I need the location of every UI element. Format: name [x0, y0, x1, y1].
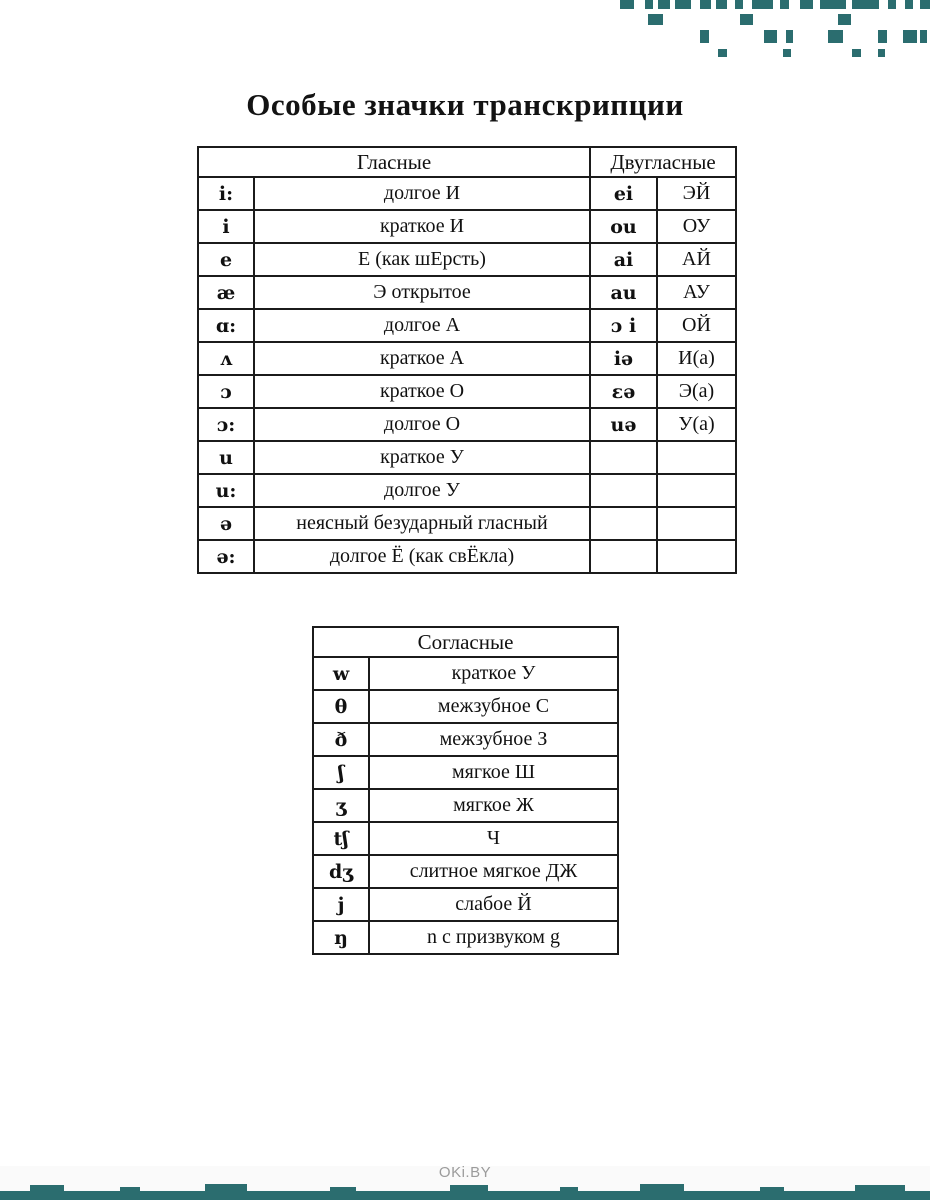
- consonant-description-cell: Ч: [369, 822, 618, 855]
- consonant-symbol-cell: j: [313, 888, 369, 921]
- vowel-table-row: [198, 375, 736, 408]
- vowel-symbol-cell: u:: [198, 474, 254, 507]
- consonant-symbol-cell: tʃ: [313, 822, 369, 855]
- vowel-description-cell: краткое О: [254, 375, 590, 408]
- consonant-table-row: [313, 723, 618, 756]
- vowel-description-cell: долгое И: [254, 177, 590, 210]
- consonant-symbol-cell: ŋ: [313, 921, 369, 954]
- diphthong-translation-cell: [657, 441, 736, 474]
- consonant-symbol-cell: ð: [313, 723, 369, 756]
- vowel-table-row: [198, 243, 736, 276]
- watermark-text: OKi.BY: [438, 1164, 492, 1181]
- consonant-symbol-cell: w: [313, 657, 369, 690]
- consonant-description-cell: мягкое Ж: [369, 789, 618, 822]
- consonant-description-cell: слабое Й: [369, 888, 618, 921]
- vowel-symbol-cell: ə: [198, 507, 254, 540]
- page-title: Особые значки транскрипции: [246, 86, 684, 122]
- consonant-table-body: [313, 657, 618, 954]
- vowel-table-header: Гласные: [198, 147, 590, 177]
- diphthong-table-header: Двугласные: [590, 147, 736, 177]
- consonant-table-row: [313, 657, 618, 690]
- vowel-table-row: [198, 408, 736, 441]
- consonant-table-row: [313, 789, 618, 822]
- diphthong-symbol-cell: iə: [590, 342, 657, 375]
- vowel-symbol-cell: ɔ: [198, 375, 254, 408]
- consonant-table-row: [313, 921, 618, 954]
- diphthong-symbol-cell: [590, 441, 657, 474]
- diphthong-symbol-cell: [590, 507, 657, 540]
- diphthong-translation-cell: АУ: [657, 276, 736, 309]
- diphthong-symbol-cell: [590, 540, 657, 573]
- diphthong-symbol-cell: au: [590, 276, 657, 309]
- consonant-description-cell: слитное мягкое ДЖ: [369, 855, 618, 888]
- vowel-description-cell: долгое О: [254, 408, 590, 441]
- vowel-symbol-cell: i:: [198, 177, 254, 210]
- diphthong-translation-cell: ОЙ: [657, 309, 736, 342]
- diphthong-translation-cell: ОУ: [657, 210, 736, 243]
- consonant-description-cell: межзубное С: [369, 690, 618, 723]
- diphthong-translation-cell: [657, 540, 736, 573]
- diphthong-symbol-cell: [590, 474, 657, 507]
- diphthong-translation-cell: [657, 474, 736, 507]
- vowel-diphthong-table: [197, 146, 737, 574]
- vowel-symbol-cell: ə:: [198, 540, 254, 573]
- vowel-table-row: [198, 309, 736, 342]
- vowel-description-cell: краткое А: [254, 342, 590, 375]
- torn-edge-bottom-decoration: [0, 1168, 930, 1200]
- vowel-symbol-cell: æ: [198, 276, 254, 309]
- consonant-table-row: [313, 888, 618, 921]
- vowel-symbol-cell: u: [198, 441, 254, 474]
- diphthong-translation-cell: [657, 507, 736, 540]
- vowel-table-row: [198, 540, 736, 573]
- vowel-symbol-cell: i: [198, 210, 254, 243]
- vowel-symbol-cell: ʌ: [198, 342, 254, 375]
- diphthong-symbol-cell: ei: [590, 177, 657, 210]
- consonant-symbol-cell: ʒ: [313, 789, 369, 822]
- consonant-symbol-cell: dʒ: [313, 855, 369, 888]
- vowel-description-cell: Е (как шЕрсть): [254, 243, 590, 276]
- vowel-description-cell: долгое У: [254, 474, 590, 507]
- diphthong-translation-cell: И(а): [657, 342, 736, 375]
- vowel-table-row: [198, 507, 736, 540]
- diphthong-translation-cell: ЭЙ: [657, 177, 736, 210]
- consonant-description-cell: мягкое Ш: [369, 756, 618, 789]
- consonant-description-cell: n с призвуком g: [369, 921, 618, 954]
- consonant-table-row: [313, 822, 618, 855]
- diphthong-symbol-cell: ɛə: [590, 375, 657, 408]
- consonant-table-row: [313, 690, 618, 723]
- consonant-table-header: Согласные: [313, 627, 618, 657]
- vowel-description-cell: долгое А: [254, 309, 590, 342]
- vowel-table-row: [198, 276, 736, 309]
- vowel-table-body: [198, 177, 736, 573]
- consonant-description-cell: межзубное З: [369, 723, 618, 756]
- diphthong-symbol-cell: uə: [590, 408, 657, 441]
- diphthong-translation-cell: АЙ: [657, 243, 736, 276]
- consonant-table-row: [313, 855, 618, 888]
- diphthong-symbol-cell: ou: [590, 210, 657, 243]
- torn-edge-top-decoration: [560, 0, 930, 60]
- vowel-description-cell: неясный безударный гласный: [254, 507, 590, 540]
- vowel-table-row: [198, 441, 736, 474]
- vowel-table-row: [198, 342, 736, 375]
- consonant-description-cell: краткое У: [369, 657, 618, 690]
- vowel-description-cell: Э открытое: [254, 276, 590, 309]
- diphthong-symbol-cell: ai: [590, 243, 657, 276]
- vowel-symbol-cell: e: [198, 243, 254, 276]
- consonant-symbol-cell: θ: [313, 690, 369, 723]
- vowel-description-cell: краткое И: [254, 210, 590, 243]
- vowel-table-row: [198, 210, 736, 243]
- vowel-symbol-cell: ɔ:: [198, 408, 254, 441]
- diphthong-translation-cell: Э(а): [657, 375, 736, 408]
- consonant-symbol-cell: ʃ: [313, 756, 369, 789]
- vowel-symbol-cell: ɑ:: [198, 309, 254, 342]
- diphthong-translation-cell: У(а): [657, 408, 736, 441]
- vowel-description-cell: краткое У: [254, 441, 590, 474]
- diphthong-symbol-cell: ɔ i: [590, 309, 657, 342]
- vowel-description-cell: долгое Ё (как свЁкла): [254, 540, 590, 573]
- consonant-table: [312, 626, 619, 955]
- vowel-table-row: [198, 474, 736, 507]
- consonant-table-row: [313, 756, 618, 789]
- vowel-table-row: [198, 177, 736, 210]
